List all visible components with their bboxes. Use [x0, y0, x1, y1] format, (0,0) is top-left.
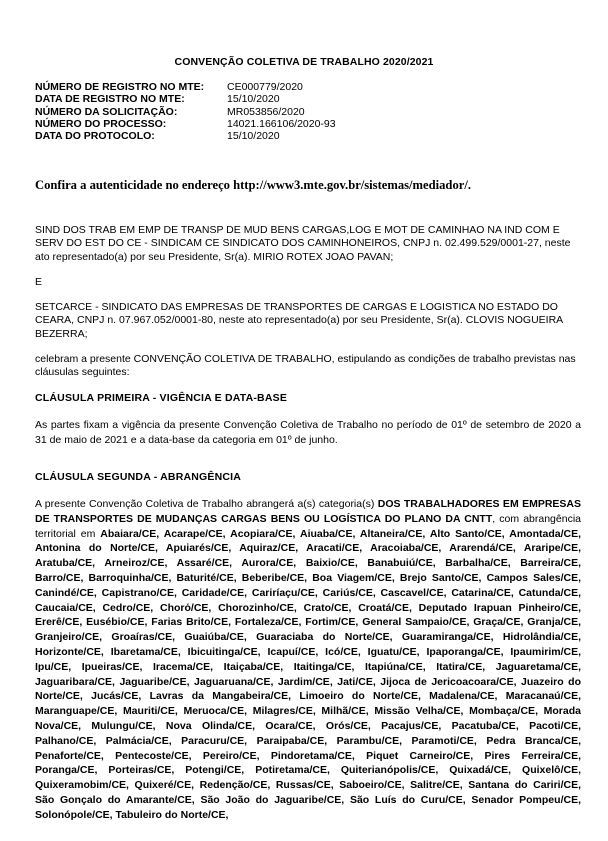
metadata-value: 15/10/2020: [227, 93, 280, 106]
party-two-paragraph: SETCARCE - SINDICATO DAS EMPRESAS DE TRANSPORTES DE CARGAS E LOGISTICA NO ESTADO DO CEARA, CNPJ n. 07.967.052/0001-80, neste ato representado(a) por seu Presidente, Sr(a). CLOVIS NOGUEIRA BEZERRA;: [35, 301, 563, 340]
clause-one-heading: CLÁUSULA PRIMEIRA - VIGÊNCIA E DATA-BASE: [35, 392, 288, 404]
clause-two-cities: Abaiara/CE, Acarape/CE, Acopiara/CE, Aiuaba/CE, Altaneira/CE, Alto Santo/CE, Amontada/CE, Antonina do Norte/CE, Apuiarés/CE, Aquiraz/CE, Aracati/CE, Aracoiaba/CE, Ararendá/CE, Araripe/CE, Aratuba/CE, Arneiroz/CE, Assaré/CE, Aurora/CE, Baixio/CE, Banabuiú/CE, Barbalha/CE, Barreira/CE, Barro/CE, Barroquinha/CE, Baturité/CE, Beberibe/CE, Boa Viagem/CE, Brejo Santo/CE, Campos Sales/CE, Canindé/CE, Capistrano/CE, Caridade/CE, Cariríaçu/CE, Cariús/CE, Cascavel/CE, Catarina/CE, Catunda/CE, Caucaia/CE, Cedro/CE, Chorό/CE, Chorozinho/CE, Crato/CE, Croatá/CE, Deputado Irapuan Pinheiro/CE, Ererê/CE, Eusébio/CE, Farias Brito/CE, Fortaleza/CE, Fortim/CE, General Sampaio/CE, Graça/CE, Granja/CE, Granjeiro/CE, Groaíras/CE, Guaiúba/CE, Guaraciaba do Norte/CE, Guaramiranga/CE, Hidrolândia/CE, Horizonte/CE, Ibaretama/CE, Ibicuitinga/CE, Icapuí/CE, Icó/CE, Iguatu/CE, Ipaporanga/CE, Ipaumirim/CE, Ipu/CE, Ipueiras/CE, Iracema/CE, Itaiçaba/CE, Itaitinga/CE, Itapiúna/CE, Itatira/CE, Jaguaretama/CE, Jaguaribara/CE, Jaguaribe/CE, Jaguaruana/CE, Jardim/CE, Jati/CE, Jijoca de Jericoacoara/CE, Juazeiro do Norte/CE, Jucás/CE, Lavras da Mangabeira/CE, Limoeiro do Norte/CE, Madalena/CE, Maracanaú/CE, Maranguape/CE, Mauriti/CE, Meruoca/CE, Milagres/CE, Milhã/CE, Missão Velha/CE, Mombaça/CE, Morada Nova/CE, Mulungu/CE, Nova Olinda/CE, Ocara/CE, Orós/CE, Pacajus/CE, Pacatuba/CE, Pacoti/CE, Palhano/CE, Palmácia/CE, Paracuru/CE, Paraipaba/CE, Parambu/CE, Paramoti/CE, Pedra Branca/CE, Penaforte/CE, Pentecoste/CE, Pereiro/CE, Pindoretama/CE, Piquet Carneiro/CE, Pires Ferreira/CE, Poranga/CE, Porteiras/CE, Potengi/CE, Potiretama/CE, Quiterianópolis/CE, Quixadá/CE, Quixelô/CE, Quixeramobim/CE, Quixeré/CE, Redenção/CE, Russas/CE, Saboeiro/CE, Salitre/CE, Santana do Cariri/CE, São Gonçalo do Amarante/CE, São João do Jaguaribe/CE, São Luís do Curu/CE, Senador Pompeu/CE, Solonópole/CE, Tabuleiro do Norte/CE,: [35, 527, 582, 821]
clause-two-scope: , com abrangência territorial em: [35, 512, 581, 540]
registration-metadata: [35, 81, 336, 142]
metadata-value: 15/10/2020: [227, 130, 280, 143]
clause-two-prefix: A presente Convenção Coletiva de Trabalho abrangerá a(s) categoria(s): [35, 498, 378, 510]
authenticity-notice: Confira a autenticidade no endereço http://www3.mte.gov.br/sistemas/mediador/.: [35, 178, 471, 192]
metadata-row: [35, 106, 336, 118]
metadata-row: [35, 81, 336, 93]
metadata-value: 14021.166106/2020-93: [227, 117, 336, 130]
metadata-row: [35, 93, 336, 105]
metadata-label: DATA DE REGISTRO NO MTE:: [35, 93, 185, 106]
document-title: CONVENÇÃO COLETIVA DE TRABALHO 2020/2021: [174, 56, 434, 68]
metadata-label: NÚMERO DA SOLICITAÇÃO:: [35, 105, 178, 118]
metadata-label: NÚMERO DO PROCESSO:: [35, 117, 167, 130]
clause-two-category: DOS TRABALHADORES EM EMPRESAS DE TRANSPORTES DE MUDANÇAS CARGAS BENS OU LOGÍSTICA DO PLANO DA CNTT: [35, 498, 582, 525]
clause-two-heading: CLÁUSULA SEGUNDA - ABRANGÊNCIA: [35, 471, 242, 483]
metadata-label: NÚMERO DE REGISTRO NO MTE:: [35, 81, 205, 93]
conjunction-text: E: [35, 276, 43, 288]
party-one-paragraph: SIND DOS TRAB EM EMP DE TRANSP DE MUD BENS CARGAS,LOG E MOT DE CAMINHAO NA IND COM E SERV DO EST DO CE - SINDICAM CE SINDICATO DOS CAMINHONEIROS, CNPJ n. 02.499.529/0001-27, neste ato representado(a) por seu Presidente, Sr(a). MIRIO ROTEX JOAO PAVAN;: [35, 224, 571, 263]
metadata-label: DATA DO PROTOCOLO:: [35, 130, 155, 143]
intro-paragraph: celebram a presente CONVENÇÃO COLETIVA DE TRABALHO, estipulando as condições de trabalho previstas nas cláusulas seguintes:: [35, 353, 576, 379]
metadata-value: CE000779/2020: [227, 81, 303, 93]
clause-one-text: As partes fixam a vigência da presente Convenção Coletiva de Trabalho no período de 01º de setembro de 2020 a 31 de maio de 2021 e a data-base da categoria em 01º de junho.: [35, 419, 581, 447]
metadata-row: [35, 118, 336, 130]
metadata-value: MR053856/2020: [227, 105, 305, 118]
clause-two-text: [35, 497, 581, 823]
metadata-row: [35, 130, 336, 142]
